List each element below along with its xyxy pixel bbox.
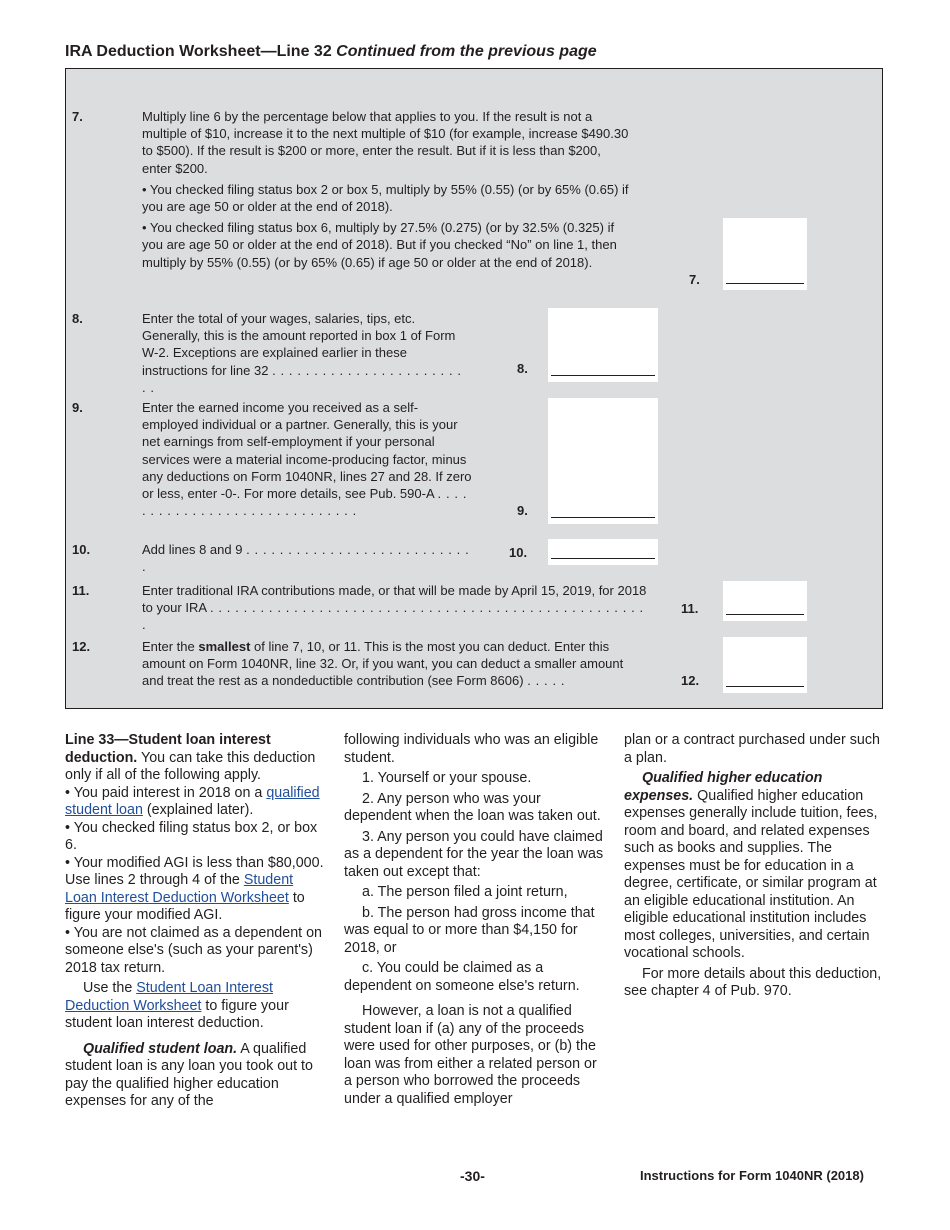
line-11-leader: . . . . . . . . . . . . . . . . . . . . . . . . . . . . . . . . . . . . . . . . . . . . . . . . . . . . . bbox=[142, 600, 644, 633]
worksheet-subtitle: Continued from the previous page bbox=[336, 43, 597, 60]
line-10-label: Add lines 8 and 9 bbox=[142, 542, 243, 557]
line-12-ref: 12. bbox=[681, 673, 700, 688]
line-7-underline bbox=[726, 283, 804, 284]
however-paragraph: However, a loan is not a qualified student loan if (a) any of the proceeds were used for other purposes, or (b) the loan was from either a related person or a person who borrowed the proceeds under a qualified employer bbox=[344, 1003, 597, 1107]
condition-1: • You paid interest in 2018 on a qualified student loan (explained later). bbox=[65, 784, 320, 818]
line-9-underline bbox=[551, 517, 655, 518]
line-11-number: 11. bbox=[72, 583, 90, 598]
line-8-ref: 8. bbox=[517, 361, 528, 376]
line-12-label-pre: Enter the bbox=[142, 639, 199, 654]
list-item-b: b. The person had gross income that was equal to or more than $4,150 for 2018, or bbox=[344, 904, 595, 956]
line-12-label-bold: smallest bbox=[198, 639, 251, 654]
condition-2: • You checked filing status box 2, or box 6. bbox=[65, 819, 318, 853]
line-12-number: 12. bbox=[72, 639, 91, 654]
line-33-intro: You can take this deduction only if all of the following apply. bbox=[65, 749, 316, 783]
qualified-student-loan-paragraph: Qualified student loan. A qualified student loan is any loan you took out to pay the qualified higher education expenses for any of the bbox=[65, 1040, 313, 1109]
list-item-2: 2. Any person who was your dependent when the loan was taken out. bbox=[344, 790, 601, 824]
line-11-text bbox=[142, 582, 652, 634]
body-column-3 bbox=[624, 732, 886, 1001]
list-item-3: 3. Any person you could have claimed as a dependent for the year the loan was taken out except that: bbox=[344, 828, 604, 880]
line-9-number: 9. bbox=[72, 400, 83, 415]
line-10-text bbox=[142, 541, 472, 575]
student-loan-worksheet-link-1[interactable]: Student Loan Interest Deduction Worksheet bbox=[65, 872, 294, 906]
line-7-entry[interactable] bbox=[723, 218, 807, 290]
line-8-text bbox=[142, 310, 470, 396]
line-9-label: Enter the earned income you received as a self-employed individual or a partner. Generally, this is your net earnings from self-employment if your personal services were a material income-producing factor, minus any deductions on Form 1040NR, lines 27 and 28. If zero or less, enter -0-. For more details, see Pub. 590-A bbox=[142, 400, 472, 502]
ira-deduction-worksheet bbox=[65, 68, 883, 709]
qualified-expenses-heading: Qualified higher education expenses. bbox=[624, 770, 823, 804]
plan-continuation: plan or a contract purchased under such a plan. bbox=[624, 732, 880, 766]
qualified-student-loan-heading: Qualified student loan. bbox=[83, 1040, 238, 1057]
line-7-bullet-1: • You checked filing status box 2 or box 5, multiply by 55% (0.55) (or by 65% (0.65) if you are age 50 or older at the end of 2018). bbox=[142, 181, 629, 215]
line-9-text bbox=[142, 399, 472, 519]
line-7-number: 7. bbox=[72, 109, 83, 124]
line-8-leader: . . . . . . . . . . . . . . . . . . . . . . . . . bbox=[142, 362, 462, 395]
line-12-entry[interactable] bbox=[723, 637, 807, 693]
line-11-ref: 11. bbox=[681, 601, 699, 616]
student-loan-worksheet-link-2[interactable]: Student Loan Interest Deduction Worksheet bbox=[65, 980, 273, 1014]
body-column-1 bbox=[65, 732, 327, 1111]
line-11-entry[interactable] bbox=[723, 581, 807, 621]
line-11-underline bbox=[726, 614, 804, 615]
list-item-c: c. You could be claimed as a dependent on someone else's return. bbox=[344, 960, 580, 994]
line-8-label: Enter the total of your wages, salaries, tips, etc. Generally, this is the amount reported in box 1 of Form W-2. Exceptions are explained earlier in these instructions for line 32 bbox=[142, 311, 456, 378]
form-footer: Instructions for Form 1040NR (2018) bbox=[640, 1168, 864, 1183]
line-9-entry[interactable] bbox=[548, 398, 658, 524]
line-9-leader: . . . . . . . . . . . . . . . . . . . . . . . . . . . . . . bbox=[142, 486, 468, 519]
list-item-a: a. The person filed a joint return, bbox=[362, 884, 568, 900]
line-8-underline bbox=[551, 375, 655, 376]
body-column-2 bbox=[344, 732, 606, 1108]
line-10-leader: . . . . . . . . . . . . . . . . . . . . . . . . . . . . bbox=[142, 542, 470, 575]
line-9-ref: 9. bbox=[517, 503, 528, 518]
line-11-label: Enter traditional IRA contributions made, or that will be made by April 15, 2019, for 2018 to your IRA bbox=[142, 583, 647, 616]
line-12-label-post: of line 7, 10, or 11. This is the most you can deduct. Enter this amount on Form 1040NR, line 32. Or, if you want, you can deduct a smaller amount and treat the rest as a nondeductible contribution (see Form 8606) bbox=[142, 639, 624, 689]
page-number: -30- bbox=[460, 1168, 485, 1184]
line-12-leader: . . . . . bbox=[527, 673, 566, 689]
line-12-text bbox=[142, 638, 647, 690]
line-10-underline bbox=[551, 558, 655, 559]
line-10-entry[interactable] bbox=[548, 539, 658, 565]
list-item-1: 1. Yourself or your spouse. bbox=[362, 770, 532, 786]
line-10-number: 10. bbox=[72, 542, 91, 557]
qualified-student-loan-link[interactable]: qualified student loan bbox=[65, 784, 320, 818]
line-10-ref: 10. bbox=[509, 545, 528, 560]
condition-3: • Your modified AGI is less than $80,000. Use lines 2 through 4 of the Student Loan Interest Deduction Worksheet to figure your modified AGI. bbox=[65, 854, 324, 923]
line-7-ref: 7. bbox=[689, 272, 700, 287]
line-8-entry[interactable] bbox=[548, 308, 658, 382]
condition-4: • You are not claimed as a dependent on someone else's (such as your parent's) 2018 tax return. bbox=[65, 924, 322, 976]
worksheet-header bbox=[65, 43, 597, 61]
worksheet-title: IRA Deduction Worksheet—Line 32 bbox=[65, 43, 332, 60]
qualified-expenses-paragraph: Qualified higher education expenses. Qualified higher education expenses generally include tuition, fees, room and board, and related expenses such as books and supplies. The expenses must be for education in a degree, certificate, or similar program at an eligible educational institution. An eligible educational institution includes most colleges, universities, and certain vocational schools. bbox=[624, 770, 878, 961]
line-7-paragraph: Multiply line 6 by the percentage below that applies to you. If the result is not a multiple of $10, increase it to the next multiple of $10 (for example, increase $490.30 to $500). If the result is $200 or more, enter the result. But if it is less than $200, enter $200. bbox=[142, 109, 629, 176]
line-12-underline bbox=[726, 686, 804, 687]
eligible-student-intro: following individuals who was an eligible student. bbox=[344, 732, 599, 766]
line-8-number: 8. bbox=[72, 311, 83, 326]
line-33-heading: Line 33—Student loan interest deduction. bbox=[65, 732, 271, 766]
line-7-text bbox=[142, 108, 632, 271]
use-worksheet-paragraph: Use the Student Loan Interest Deduction Worksheet to figure your student loan interest deduction. bbox=[65, 980, 289, 1031]
line-7-bullet-2: • You checked filing status box 6, multiply by 27.5% (0.275) (or by 32.5% (0.325) if you are age 50 or older at the end of 2018). But if you checked “No” on line 1, then multiply by 55% (0.55) (or by 65% (0.65) if age 50 or older at the end of 2018). bbox=[142, 220, 617, 270]
more-details-paragraph: For more details about this deduction, see chapter 4 of Pub. 970. bbox=[624, 965, 882, 999]
